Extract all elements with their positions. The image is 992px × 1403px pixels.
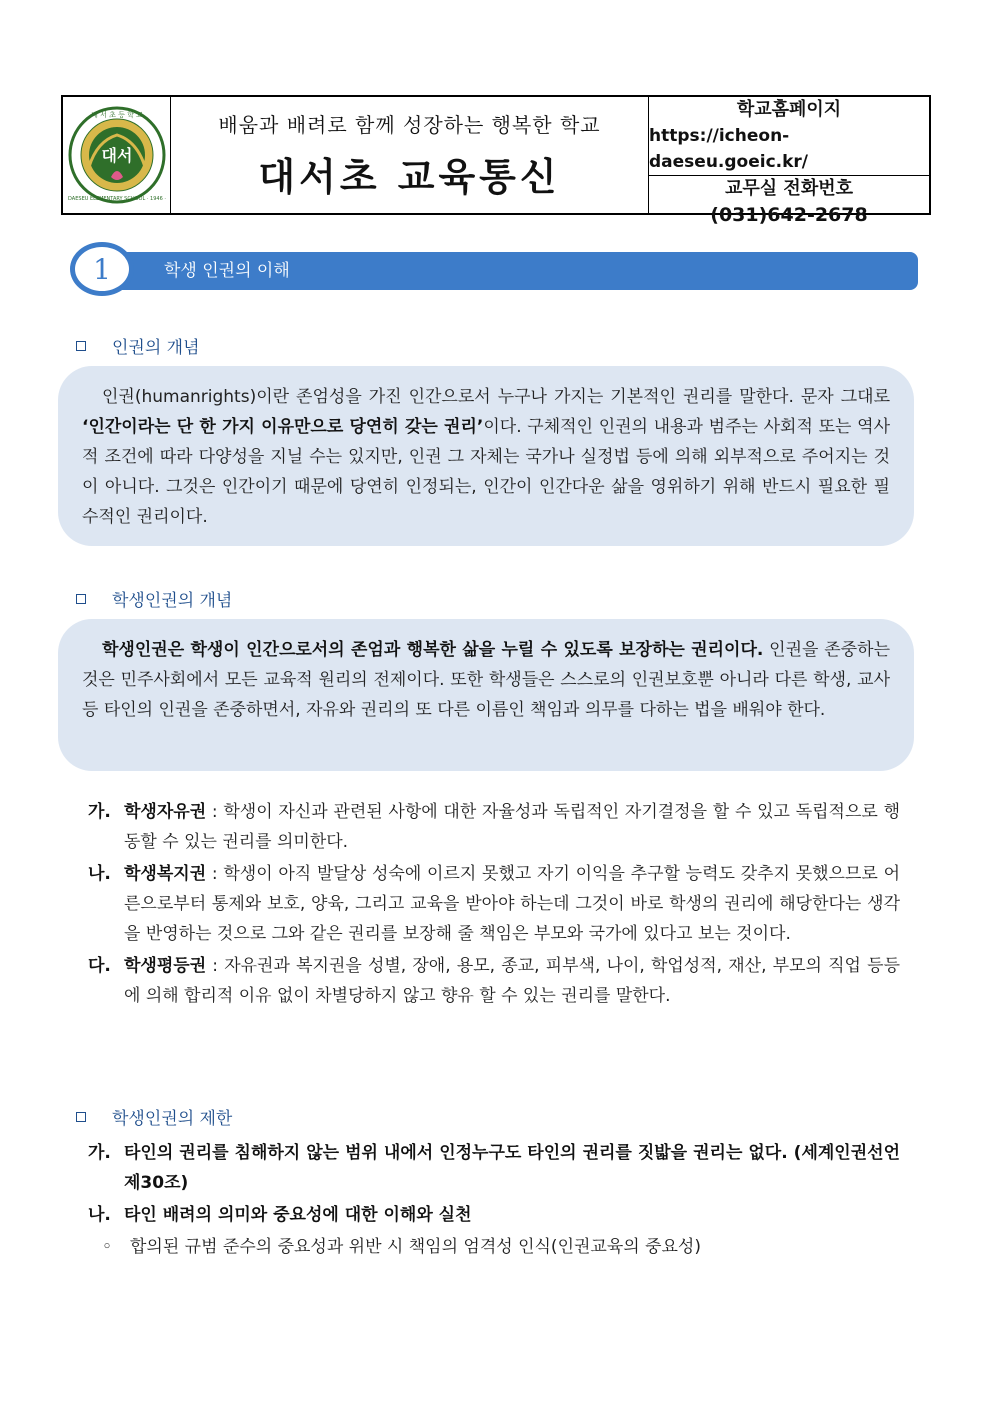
right-text: : 학생이 아직 발달상 성숙에 이르지 못했고 자기 이익을 추구할 능력도 갖추지 못했으므로 어른으로부터 통제와 보호, 양육, 그리고 교육을 받아야 하는데 그것이 바로 학생의 권리에 해당한다는 생각을 반영하는 것으로 그와 같은 권리를 보장해 줄 책임은 부모와 국가에 있다고 보는 것이다. xyxy=(124,864,900,944)
logo-ring-text: DAESEU ELEMENTARY SCHOOL · 1946 · xyxy=(67,196,166,202)
subheading-label: 학생인권의 제한 xyxy=(112,1109,233,1129)
student-concept-bold: 학생인권은 학생이 인간으로서의 존엄과 행복한 삶을 누릴 수 있도록 보장하는 권리이다. xyxy=(102,640,764,660)
phone-block xyxy=(649,176,929,228)
subheading-limits xyxy=(76,1104,232,1129)
concept-text-mid: 문자 그대로 xyxy=(793,387,890,407)
student-concept-callout xyxy=(58,619,914,771)
logo-text: 대서 xyxy=(101,146,132,165)
contact-cell xyxy=(649,97,929,226)
title-cell xyxy=(171,97,649,213)
right-term: 학생평등권 xyxy=(124,956,207,976)
right-text: : 학생이 자신과 관련된 사항에 대한 자율성과 독립적인 자기결정을 할 수 있고 독립적으로 행동할 수 있는 권리를 의미한다. xyxy=(124,802,900,852)
section-header xyxy=(70,242,918,302)
section-number: 1 xyxy=(93,252,111,286)
limit-text: 타인 배려의 의미와 중요성에 대한 이해와 실천 xyxy=(124,1205,472,1225)
list-marker: 다. xyxy=(88,956,111,976)
list-marker: 나. xyxy=(88,1205,111,1225)
school-logo xyxy=(67,105,167,205)
homepage-label: 학교홈페이지 xyxy=(736,99,842,120)
concept-callout xyxy=(58,366,914,546)
right-term: 학생복지권 xyxy=(124,864,207,884)
homepage-block xyxy=(649,97,929,176)
list-item xyxy=(88,797,900,857)
checkbox-icon xyxy=(76,594,86,604)
list-item xyxy=(88,1138,900,1198)
subheading-label: 학생인권의 개념 xyxy=(112,591,233,611)
concept-text-bold: ‘인간이라는 단 한 가지 이유만으로 당연히 갖는 권리’ xyxy=(82,417,484,437)
sub-item-text: 합의된 규범 준수의 중요성과 위반 시 책임의 엄격성 인식(인권교육의 중요성) xyxy=(130,1237,701,1257)
sub-list-item xyxy=(88,1232,900,1262)
logo-top-text: 대 서 초 등 학 교 xyxy=(90,111,143,119)
right-term: 학생자유권 xyxy=(124,802,207,822)
list-marker: 나. xyxy=(88,864,111,884)
checkbox-icon xyxy=(76,341,86,351)
list-marker: 가. xyxy=(88,802,111,822)
phone-label: 교무실 전화번호 xyxy=(725,178,853,199)
logo-cell xyxy=(63,97,171,213)
concept-text-end: 이다. 구체적인 인권의 내용과 범주는 사회적 또는 역사적 조건에 따라 다양성을 지닐 수는 있지만, 인권 그 자체는 국가나 실정법 등에 의해 외부적으로 주어지는 것이 아니다. 그것은 인간이기 때문에 당연히 인정되는, 인간이 인간다운 삶을 영위하기 위해 반드시 필요한 필수적인 권리이다. xyxy=(82,417,890,527)
school-slogan: 배움과 배려로 함께 성장하는 행복한 학교 xyxy=(218,113,601,137)
circle-bullet-icon: ◦ xyxy=(102,1237,113,1257)
section-number-badge xyxy=(70,242,134,296)
limit-text: 타인의 권리를 침해하지 않는 범위 내에서 인정누구도 타인의 권리를 짓밟을 권리는 없다. (세계인권선언 제30조) xyxy=(124,1143,900,1193)
phone-number: (031)642-2678 xyxy=(710,204,868,226)
header-table xyxy=(61,95,931,226)
right-text: : 자유권과 복지권을 성별, 장애, 용모, 종교, 피부색, 나이, 학업성적, 재산, 부모의 직업 등등에 의해 합리적 이유 없이 차별당하지 않고 향유 할 수 있는 권리를 말한다. xyxy=(124,956,900,1006)
newsletter-title: 대서초 교육통신 xyxy=(258,154,561,199)
student-concept-rest: 인권을 존중하는 것은 민주사회에서 모든 교육적 원리의 전제이다. 또한 학생들은 스스로의 인권보호뿐 아니라 다른 학생, 교사 등 타인의 인권을 존중하면서, 자유와 권리의 또 다른 이름인 책임과 의무를 다하는 법을 배워야 한다. xyxy=(82,640,890,720)
concept-text-start: 인권(humanrights)이란 존엄성을 가진 인간으로서 누구나 가지는 기본적인 권리를 말한다. xyxy=(102,387,794,407)
subheading-student-concept xyxy=(76,586,232,611)
subheading-label: 인권의 개념 xyxy=(112,338,200,358)
list-item xyxy=(88,951,900,1011)
homepage-link[interactable]: https://icheon-daeseu.goeic.kr/ xyxy=(649,126,809,172)
checkbox-icon xyxy=(76,1112,86,1122)
list-item xyxy=(88,859,900,949)
subheading-concept xyxy=(76,333,200,358)
rights-list xyxy=(88,797,900,1013)
limits-list xyxy=(88,1138,900,1232)
section-title: 학생 인권의 이해 xyxy=(164,261,290,281)
list-marker: 가. xyxy=(88,1143,111,1163)
list-item xyxy=(88,1200,900,1230)
